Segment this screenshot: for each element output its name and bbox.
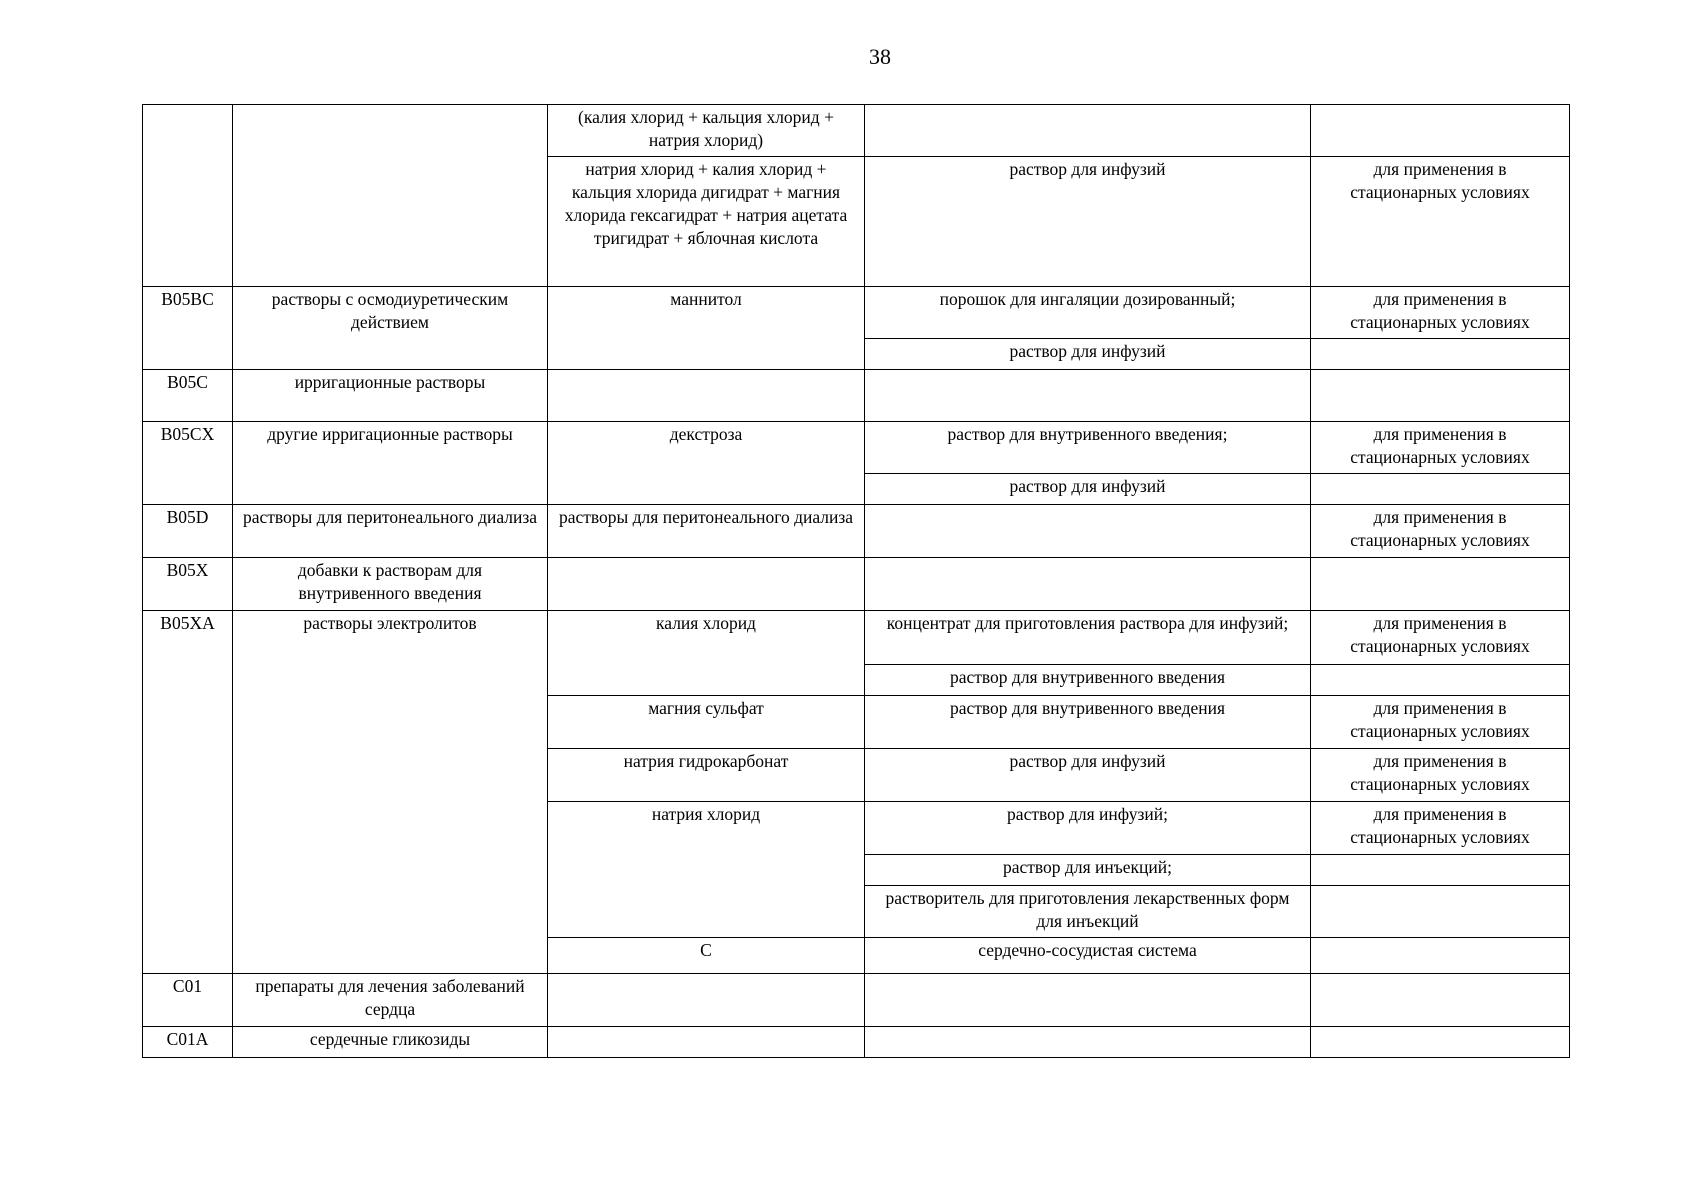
dosage-form-cell: раствор для инфузий; — [865, 802, 1311, 855]
usage-condition-cell: для применения в стационарных условиях — [1311, 505, 1570, 558]
atc-code-cell: B05XA — [143, 611, 233, 974]
drug-name-cell — [548, 370, 865, 422]
table-row — [143, 558, 1570, 611]
dosage-form-cell — [865, 105, 1311, 157]
drug-name-cell: натрия гидрокарбонат — [548, 749, 865, 802]
dosage-form-cell: раствор для инфузий — [865, 339, 1311, 370]
atc-code-cell: B05X — [143, 558, 233, 611]
atc-code-cell: C01 — [143, 974, 233, 1027]
dosage-form-cell: растворитель для приготовления лекарственных форм для инъекций — [865, 886, 1311, 938]
atc-code-cell — [143, 105, 233, 287]
usage-condition-cell — [1311, 558, 1570, 611]
dosage-form-cell: концентрат для приготовления раствора для инфузий; — [865, 611, 1311, 665]
group-name-cell: растворы с осмодиуретическим действием — [233, 287, 548, 370]
dosage-form-cell: раствор для внутривенного введения — [865, 696, 1311, 749]
drug-list-table — [142, 104, 1570, 1058]
atc-code-cell: B05D — [143, 505, 233, 558]
drug-name-cell: магния сульфат — [548, 696, 865, 749]
atc-code-cell: C — [548, 938, 865, 974]
drug-name-cell: растворы для перитонеального диализа — [548, 505, 865, 558]
atc-code-cell: B05BC — [143, 287, 233, 370]
table-row — [143, 287, 1570, 339]
group-name-cell: сердечно-сосудистая система — [865, 938, 1311, 974]
drug-name-cell — [548, 974, 865, 1027]
usage-condition-cell — [1311, 474, 1570, 505]
usage-condition-cell: для применения в стационарных условиях — [1311, 157, 1570, 287]
usage-condition-cell — [1311, 886, 1570, 938]
drug-name-cell: декстроза — [548, 422, 865, 505]
dosage-form-cell — [865, 505, 1311, 558]
atc-code-cell: C01A — [143, 1027, 233, 1058]
table-row — [143, 105, 1570, 157]
usage-condition-cell — [1311, 339, 1570, 370]
page-number: 38 — [869, 44, 891, 69]
dosage-form-cell: раствор для инфузий — [865, 749, 1311, 802]
usage-condition-cell — [1311, 370, 1570, 422]
usage-condition-cell: для применения в стационарных условиях — [1311, 611, 1570, 665]
usage-condition-cell — [1311, 974, 1570, 1027]
drug-name-cell — [548, 558, 865, 611]
usage-condition-cell: для применения в стационарных условиях — [1311, 802, 1570, 855]
group-name-cell: другие ирригационные растворы — [233, 422, 548, 505]
drug-name-cell: натрия хлорид + калия хлорид + кальция хлорида дигидрат + магния хлорида гексагидрат + натрия ацетата тригидрат + яблочная кислота — [548, 157, 865, 287]
dosage-form-cell: раствор для инфузий — [865, 474, 1311, 505]
usage-condition-cell — [1311, 855, 1570, 886]
drug-name-cell: маннитол — [548, 287, 865, 370]
usage-condition-cell — [1311, 1027, 1570, 1058]
atc-code-cell: B05CX — [143, 422, 233, 505]
dosage-form-cell — [865, 1027, 1311, 1058]
dosage-form-cell: раствор для внутривенного введения — [865, 665, 1311, 696]
group-name-cell: сердечные гликозиды — [233, 1027, 548, 1058]
dosage-form-cell — [865, 974, 1311, 1027]
table-row — [143, 1027, 1570, 1058]
table-row — [143, 422, 1570, 474]
drug-name-cell: натрия хлорид — [548, 802, 865, 938]
group-name-cell: препараты для лечения заболеваний сердца — [233, 974, 548, 1027]
dosage-form-cell: раствор для инъекций; — [865, 855, 1311, 886]
usage-condition-cell — [1311, 665, 1570, 696]
table-row — [143, 505, 1570, 558]
dosage-form-cell — [865, 370, 1311, 422]
dosage-form-cell — [865, 558, 1311, 611]
table-row — [143, 611, 1570, 665]
drug-name-cell: калия хлорид — [548, 611, 865, 696]
usage-condition-cell: для применения в стационарных условиях — [1311, 287, 1570, 339]
usage-condition-cell: для применения в стационарных условиях — [1311, 749, 1570, 802]
usage-condition-cell — [1311, 105, 1570, 157]
usage-condition-cell: для применения в стационарных условиях — [1311, 422, 1570, 474]
drug-name-cell — [1311, 938, 1570, 974]
dosage-form-cell: раствор для инфузий — [865, 157, 1311, 287]
group-name-cell: ирригационные растворы — [233, 370, 548, 422]
group-name-cell: растворы электролитов — [233, 611, 548, 974]
group-name-cell: растворы для перитонеального диализа — [233, 505, 548, 558]
table-row — [143, 974, 1570, 1027]
usage-condition-cell: для применения в стационарных условиях — [1311, 696, 1570, 749]
table-row — [143, 370, 1570, 422]
dosage-form-cell: порошок для ингаляции дозированный; — [865, 287, 1311, 339]
group-name-cell: добавки к растворам для внутривенного введения — [233, 558, 548, 611]
atc-code-cell: B05C — [143, 370, 233, 422]
drug-name-cell: (калия хлорид + кальция хлорид + натрия хлорид) — [548, 105, 865, 157]
drug-name-cell — [548, 1027, 865, 1058]
group-name-cell — [233, 105, 548, 287]
dosage-form-cell: раствор для внутривенного введения; — [865, 422, 1311, 474]
